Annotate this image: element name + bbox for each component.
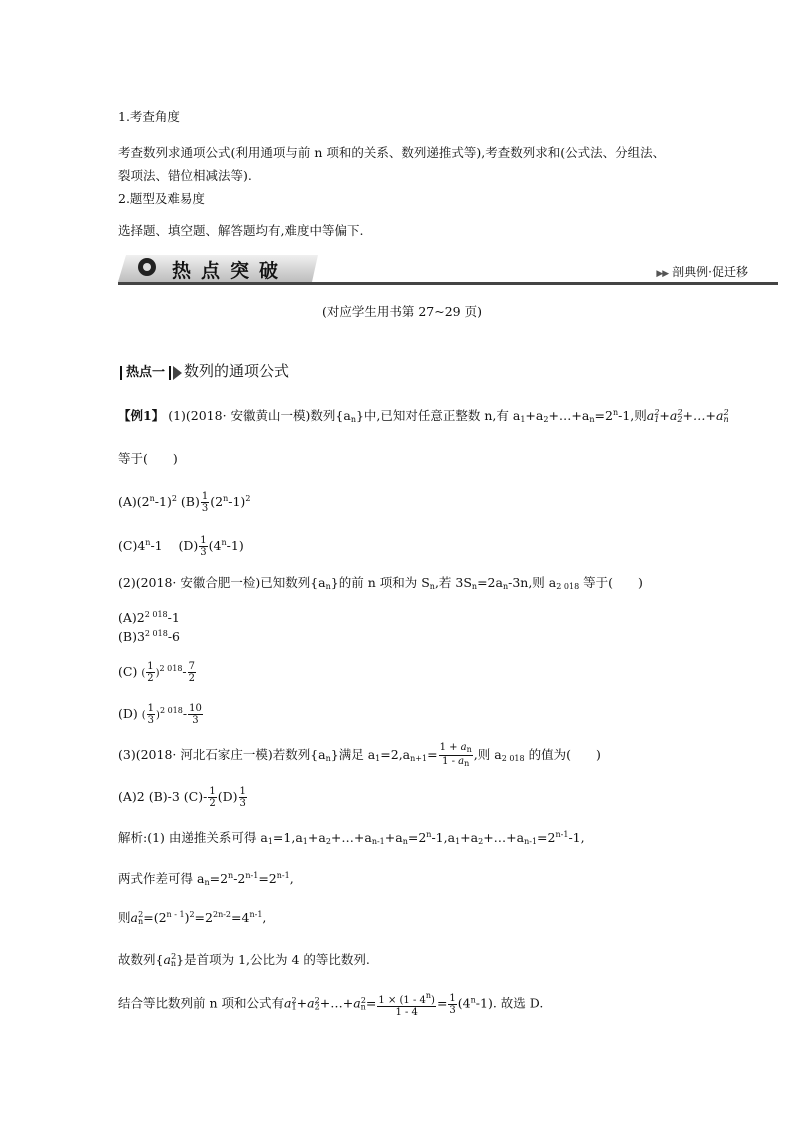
q1-cond: =2 [594,408,613,423]
textbook-reference: (对应学生用书第 27~29 页) [322,304,482,319]
solution-line-5-text: 结合等比数列前 n 项和公式有 [118,995,284,1011]
solution-line-4: 故数列$\{a_n^2\}$是首项为 1,公比为 4 的等比数列. [118,952,370,968]
solution-line-1: 解析:(1) 由递推关系可得 $a_1=1,a_1+a_2+\dots+a_{n-1}+a_n=2^n-1,a_1+a_2+\dots+a_{n-1}=2^{n-1}-1$, [118,830,585,846]
paragraph-exam-angle-1: 考查数列求通项公式(利用通项与前 n 项和的关系、数列递推式等),考查数列求和(公式法、分组法、 [118,145,666,160]
q2-option-a: (A)2 [118,610,145,625]
banner-subtitle-text: 剖典例·促迁移 [672,265,748,279]
hot-topics-banner [118,255,778,287]
solution-line-3: 则$a_n^2=(2^{n - 1})^2=2^{2n-2}=4^{n-1}$, [118,910,267,926]
solution-line-2-text: 两式作差可得 a [118,871,205,886]
q1-option-a: (A)(2 [118,494,150,509]
banner-title: 热点突破 [172,260,289,282]
q2-option-c-line: (C) ( $\frac{1}{2}$ )$^{2 018}$- $\frac{7}{2}$ [118,661,196,684]
q2-option-d-line: (D) ( $\frac{1}{3}$ )$^{2 018}$- $\frac{10}{3}$ [118,703,202,726]
solution-line-4-suffix: }是首项为 1,公比为 4 的等比数列. [176,952,370,967]
q2-option-b: (B)3 [118,629,145,644]
q2-option-d: (D) [118,706,138,721]
q3-intro: (3)(2018· 河北石家庄一模)若数列{a [118,747,326,762]
q1-end: -1,则 [618,408,647,423]
q1-tail: 等于( ) [118,451,178,466]
q2-mid: }的前 n 项和为 S [330,575,430,590]
q2-intro: (2)(2018· 安徽合肥一检)已知数列{a [118,575,326,590]
q1-options-cd: (C)4$^n$-1 (D) $\frac{1}{3}$ (4$^n$-1) [118,535,244,558]
q2-option-a-line: $(A)2^{2 018}-1$ [118,610,180,625]
solution-line-5-suffix: . 故选 D. [492,995,544,1011]
banner-subtitle [656,263,748,280]
q2-cond: ,若 3S [434,575,472,590]
solution-line-3-text: 则 [118,910,131,925]
q1-options-ab: $(A)(2^n-1)^2$ (B) $\frac{1}{3}$ $(2^n-1)^2$ [118,491,251,514]
double-arrow-icon: ▶▶ [656,269,669,279]
q2-option-c: (C) [118,664,138,679]
target-icon [138,258,156,276]
example-1-question-1: 【例1】 (1)(2018· 安徽黄山一模)数列$\{a_n\}$中,已知对任意正整数 n,有 $a_1+a_2+\dots+a_n=2^n-1$,则$a_1^2+a_2^2+\dots+a_n^2$ [118,408,729,424]
q3-mid: }满足 a [330,747,376,762]
heading-bar-icon [120,366,122,380]
q1-option-d: (D) [178,538,199,553]
paragraph-exam-angle-2: 裂项法、错位相减法等). [118,168,252,183]
hot-point-title: 数列的通项公式 [184,362,290,380]
q1-option-b: (B) [180,494,200,509]
heading-exam-angle: 1.考查角度 [118,109,180,124]
q1-sum-squares: $a_1^2+a_2^2+\dots+a_n^2$ [646,408,729,424]
q3-options-text: (A)2 (B)-3 (C)- [118,789,208,804]
hot-point-label: 热点一 [126,365,166,380]
q2-option-b-line: $(B)3^{2 018}-6$ [118,629,180,644]
solution-line-4-text: 故数列{ [118,952,164,967]
solution-line-1-text: 解析:(1) 由递推关系可得 a [118,830,268,845]
triangle-icon [173,366,182,380]
example-1-question-3: (3)(2018· 河北石家庄一模)若数列$\{a_n\}$满足 $a_1=2,a_{n+1}=$ $\frac{1 + a_n}{1 - a_n}$ ,则 $a_{2 018}$ 的值为( ) [118,742,601,768]
q3-tail: 的值为( ) [528,747,601,762]
q3-options: (A)2 (B)-3 (C)- $\frac{1}{2}$ (D) $\frac{1}{3}$ [118,786,246,809]
banner-rule [118,282,778,285]
q1-mid: }中,已知对任意正整数 n,有 a [355,408,521,423]
q2-end: 等于( ) [583,575,643,590]
example-1-question-2: (2)(2018· 安徽合肥一检)已知数列$\{a_n\}$的前 n 项和为 $S_n$,若 $3S_n=2a_n-3n$,则 $a_{2 018}$ 等于( ) [118,575,643,591]
heading-bar-icon-2 [169,366,171,380]
example-tag: 【例1】 [118,408,165,423]
solution-line-2: 两式作差可得 $a_n=2^n-2^{n-1}=2^{n-1}$, [118,871,294,887]
heading-question-types: 2.题型及难易度 [118,191,205,206]
paragraph-question-types: 选择题、填空题、解答题均有,难度中等偏下. [118,223,364,238]
q1-option-c: (C)4 [118,538,146,553]
q1-intro: (1)(2018· 安徽黄山一模)数列{a [168,408,351,423]
hot-point-heading [120,362,289,382]
solution-line-5: 结合等比数列前 n 项和公式有$a_1^2+a_2^2+\dots+a_n^2=$ $\frac{1 \times (1 - 4^n)}{1 - 4}$ = $\frac{1}{3}$ (4$^n$-1). 故选 D. [118,991,544,1018]
q3-end: ,则 a [473,747,502,762]
